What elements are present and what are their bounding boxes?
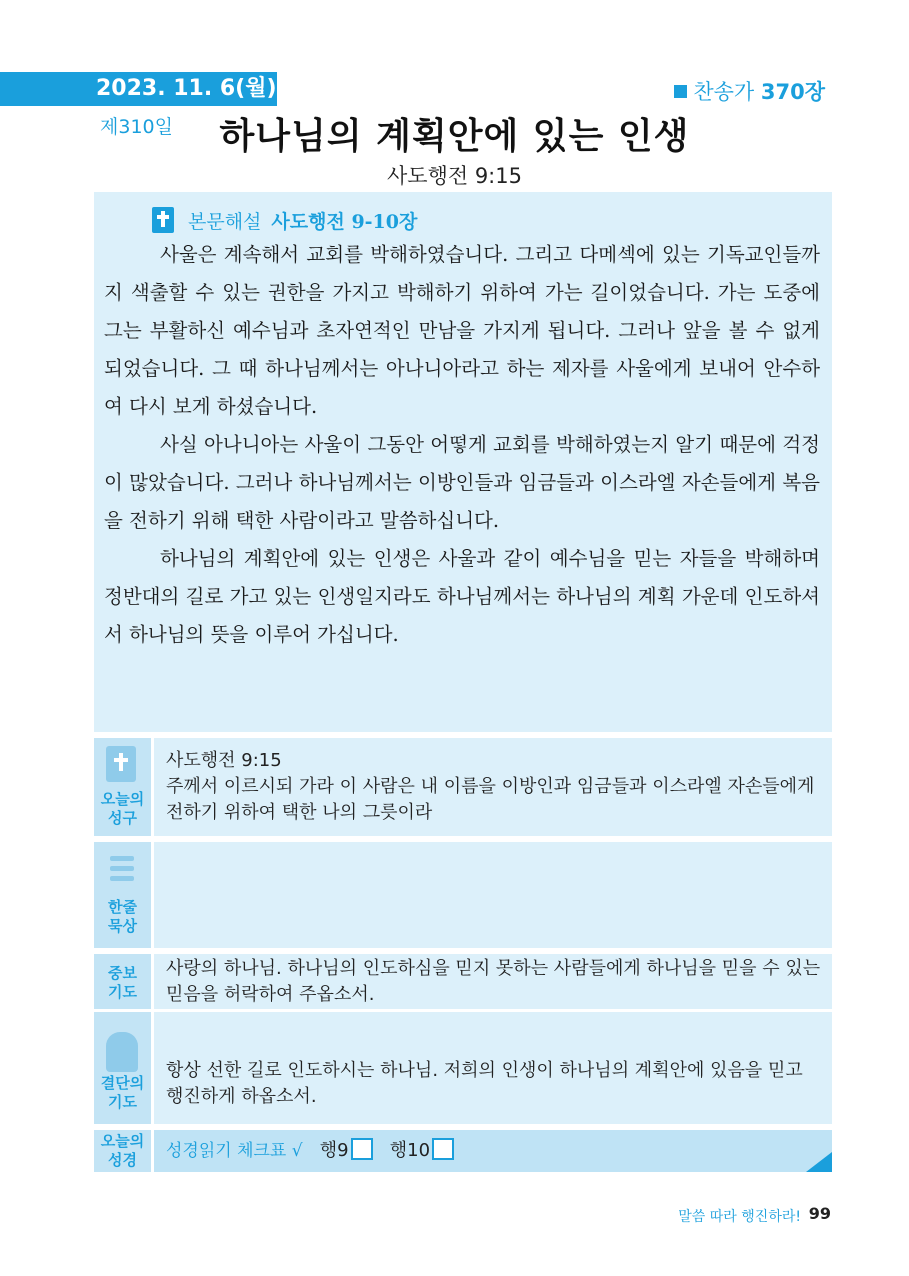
meditation-label — [94, 898, 151, 936]
page-title: 하나님의 계획안에 있는 인생 — [219, 116, 690, 157]
intercession-section — [94, 954, 832, 1009]
reading-content — [154, 1130, 832, 1172]
verse-section — [94, 738, 832, 836]
verse-label-line: 성구 — [108, 809, 137, 827]
reading-label — [94, 1132, 151, 1170]
bible-icon — [152, 207, 174, 233]
decision-label-line: 기도 — [108, 1093, 137, 1111]
meditation-section — [94, 842, 832, 948]
decision-section — [94, 1012, 832, 1124]
footer-slogan: 말씀 따라 행진하라! — [678, 1209, 801, 1225]
decision-label — [94, 1074, 151, 1112]
hymn-number: 370장 — [760, 80, 825, 104]
intercession-label-line: 기도 — [108, 983, 137, 1001]
intercession-label-line: 중보 — [108, 964, 137, 982]
day-count: 제310일 — [100, 116, 173, 138]
commentary-header — [152, 204, 820, 236]
decision-side — [94, 1012, 151, 1124]
verse-label — [94, 790, 151, 828]
hymn-reference — [674, 76, 825, 106]
meditation-label-line: 묵상 — [108, 917, 137, 935]
reading-checklist — [166, 1138, 822, 1164]
page-number: 99 — [808, 1204, 831, 1223]
date-banner: 2023. 11. 6(월) — [0, 72, 277, 106]
checklist-icon — [106, 850, 140, 890]
checklist-label: 성경읽기 체크표 √ — [166, 1141, 303, 1161]
book-icon — [106, 746, 136, 782]
commentary-panel — [94, 192, 832, 732]
verse-side — [94, 738, 151, 836]
decision-text: 항상 선한 길로 인도하시는 하나님. 저희의 인생이 하나님의 계획안에 있음을 믿고 행진하게 하옵소서. — [166, 1060, 803, 1107]
commentary-ref: 사도행전 9-10장 — [271, 210, 418, 233]
verse-content — [154, 738, 832, 836]
meditation-side — [94, 842, 151, 948]
praying-person-icon — [106, 1032, 138, 1072]
reading-label-line: 성경 — [108, 1151, 137, 1169]
commentary-paragraph: 사울은 계속해서 교회를 박해하였습니다. 그리고 다메섹에 있는 기독교인들까지 색출할 수 있는 권한을 가지고 박해하기 위하여 가는 길이었습니다. 가는 도중에 그는 부활하신 예수님과 초자연적인 만남을 가지게 됩니다. 그러나 앞을 볼 수 없게 되었습니다. 그 때 하나님께서는 아나니아라고 하는 제자를 사울에게 보내어 안수하여 다시 보게 하셨습니다. — [104, 243, 820, 418]
square-bullet-icon — [674, 85, 687, 98]
verse-label-line: 오늘의 — [100, 790, 145, 808]
commentary-label: 본문해설 — [188, 210, 262, 233]
meditation-label-line: 한줄 — [108, 898, 137, 916]
commentary-paragraph: 사실 아나니아는 사울이 그동안 어떻게 교회를 박해하였는지 알기 때문에 걱정이 많았습니다. 그러나 하나님께서는 이방인들과 임금들과 이스라엘 자손들에게 복음을 전하기 위해 택한 사람이라고 말씀하십니다. — [104, 433, 820, 532]
intercession-label — [94, 964, 151, 1002]
scripture-reference: 사도행전 9:15 — [387, 164, 522, 188]
reading-checkbox[interactable] — [432, 1138, 454, 1160]
reading-item-label: 행10 — [389, 1140, 431, 1161]
reading-item-label: 행9 — [319, 1140, 349, 1161]
corner-triangle-icon — [806, 1152, 832, 1172]
verse-text: 주께서 이르시되 가라 이 사람은 내 이름을 이방인과 임금들과 이스라엘 자손들에게 전하기 위하여 택한 나의 그릇이라 — [166, 776, 815, 823]
hymn-label: 찬송가 — [693, 80, 755, 104]
reading-checkbox[interactable] — [351, 1138, 373, 1160]
commentary-paragraph: 하나님의 계획안에 있는 인생은 사울과 같이 예수님을 믿는 자들을 박해하며 정반대의 길로 가고 있는 인생일지라도 하나님께서는 하나님의 계획 가운데 인도하셔서 하나님의 뜻을 이루어 가십니다. — [104, 547, 820, 646]
verse-ref: 사도행전 9:15 — [166, 750, 282, 771]
reading-side — [94, 1130, 151, 1172]
decision-content — [154, 1012, 832, 1124]
intercession-side — [94, 954, 151, 1009]
intercession-content — [154, 954, 832, 1009]
meditation-write-area[interactable] — [154, 842, 832, 948]
intercession-text: 사랑의 하나님. 하나님의 인도하심을 믿지 못하는 사람들에게 하나님을 믿을 수 있는 믿음을 허락하여 주옵소서. — [166, 958, 821, 1005]
reading-label-line: 오늘의 — [100, 1132, 145, 1150]
reading-section — [94, 1130, 832, 1172]
decision-label-line: 결단의 — [100, 1074, 145, 1092]
